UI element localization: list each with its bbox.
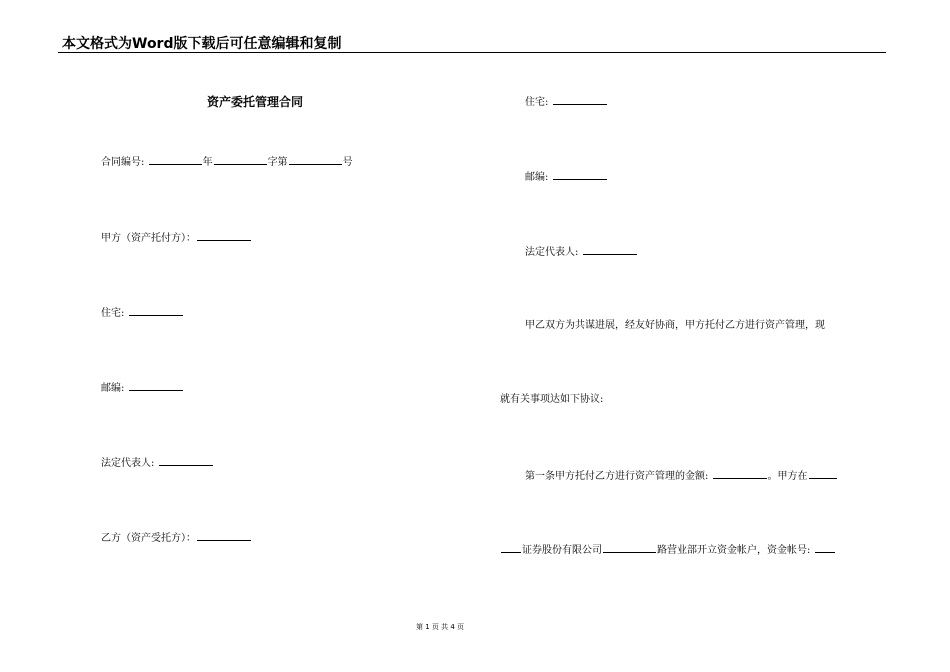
- right-legal-rep-blank: [583, 244, 637, 255]
- right-postcode-blank: [553, 169, 607, 180]
- party-b-blank: [197, 530, 251, 541]
- agreement-paragraph-line-2: 就有关事项达如下协议:: [500, 394, 604, 405]
- agreement-paragraph-line-1: 甲乙双方为共谋进展，经友好协商，甲方托付乙方进行资产管理，现: [525, 320, 825, 331]
- party-a-label: 甲方（资产托付方）：: [101, 233, 196, 244]
- clause-1-text-d: 路营业部开立资金帐户，资金帐号:: [657, 545, 811, 556]
- right-postcode-line: [525, 169, 608, 185]
- clause-1-text-a: 第一条甲方托付乙方进行资产管理的金额:: [525, 471, 709, 482]
- left-postcode-label: 邮编:: [101, 383, 125, 394]
- clause-1-text-b: 。甲方在: [767, 471, 808, 482]
- left-legal-rep-line: [101, 455, 214, 471]
- party-a-blank: [197, 230, 251, 241]
- right-legal-rep-label: 法定代表人:: [525, 247, 579, 258]
- page-number-footer: 第 1 页 共 4 页: [415, 623, 465, 631]
- right-legal-rep-line: [525, 244, 638, 260]
- left-residence-line: [101, 305, 184, 321]
- right-residence-blank: [553, 94, 607, 105]
- party-b-label: 乙方（资产受托方）：: [101, 533, 196, 544]
- clause-1-amount-blank: [713, 468, 767, 479]
- left-postcode-blank: [129, 380, 183, 391]
- left-legal-rep-blank: [159, 455, 213, 466]
- contract-number-year: 年: [202, 157, 213, 168]
- contract-number-blank-2: [214, 154, 267, 165]
- left-legal-rep-label: 法定代表人:: [101, 458, 155, 469]
- party-a-line: [101, 230, 252, 246]
- page-header-text: 本文格式为Word版下载后可任意编辑和复制: [62, 36, 342, 52]
- document-title: 资产委托管理合同: [207, 95, 304, 109]
- header-divider: [58, 52, 886, 53]
- right-residence-label: 住宅:: [525, 97, 549, 108]
- clause-1-leading-blank: [501, 542, 521, 553]
- clause-1-text-c: 证券股份有限公司: [522, 545, 602, 556]
- party-b-line: [101, 530, 252, 546]
- clause-1-account-blank: [815, 542, 835, 553]
- contract-number-char: 字第: [267, 157, 288, 168]
- contract-number-blank-1: [149, 154, 202, 165]
- clause-1-branch-blank: [603, 542, 656, 553]
- right-residence-line: [525, 94, 608, 110]
- right-postcode-label: 邮编:: [525, 172, 549, 183]
- clause-1-trailing-blank: [809, 468, 837, 479]
- contract-number-num: 号: [342, 157, 353, 168]
- contract-number-label: 合同编号:: [101, 157, 145, 168]
- clause-1-line-2: [500, 542, 836, 558]
- left-residence-label: 住宅:: [101, 308, 125, 319]
- left-residence-blank: [129, 305, 183, 316]
- contract-number-line: [101, 154, 353, 170]
- clause-1-line-1: [525, 468, 838, 484]
- contract-number-blank-3: [289, 154, 342, 165]
- left-postcode-line: [101, 380, 184, 396]
